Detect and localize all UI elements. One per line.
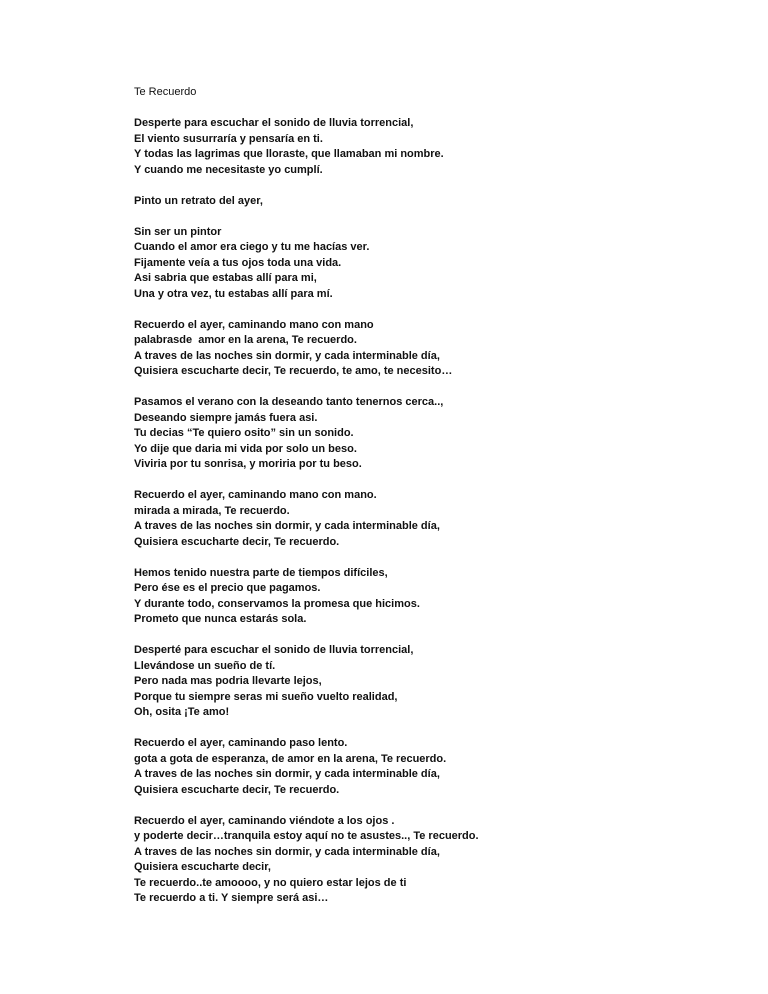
poem-stanza [134, 225, 734, 303]
poem-line: Tu decias “Te quiero osito” sin un sonido. [134, 427, 354, 439]
poem-stanza [134, 814, 734, 907]
poem-line: Recuerdo el ayer, caminando viéndote a los ojos . [134, 814, 395, 827]
poem-stanza [134, 395, 734, 473]
poem-line: Asi sabria que estabas allí para mi, [134, 272, 317, 284]
poem-stanzas [134, 116, 734, 907]
poem-line: Desperte para escuchar el sonido de lluvia torrencial, [134, 117, 414, 129]
poem-line: A traves de las noches sin dormir, y cada interminable día, [134, 349, 440, 362]
poem-line: Quisiera escucharte decir, [134, 861, 271, 873]
poem-line: Porque tu siempre seras mi sueño vuelto realidad, [134, 690, 398, 703]
poem-line: Recuerdo el ayer, caminando mano con mano. [134, 489, 377, 501]
poem-line: Pinto un retrato del ayer, [134, 194, 263, 207]
poem-stanza [134, 566, 734, 628]
poem-line: Yo dije que daria mi vida por solo un beso. [134, 442, 357, 455]
poem-body [134, 85, 734, 922]
poem-line: Una y otra vez, tu estabas allí para mí. [134, 287, 333, 300]
poem-title: Te Recuerdo [134, 86, 197, 98]
poem-line: Oh, osita ¡Te amo! [134, 706, 230, 718]
poem-line: El viento susurraría y pensaría en ti. [134, 132, 323, 145]
poem-line: mirada a mirada, Te recuerdo. [134, 504, 290, 517]
poem-line: Quisiera escucharte decir, Te recuerdo. [134, 783, 340, 796]
poem-line: A traves de las noches sin dormir, y cada interminable día, [134, 520, 440, 532]
poem-line: Pero nada mas podria llevarte lejos, [134, 675, 322, 687]
poem-line: A traves de las noches sin dormir, y cada interminable día, [134, 845, 440, 858]
poem-line: Quisiera escucharte decir, Te recuerdo. [134, 535, 340, 548]
poem-stanza [134, 488, 734, 550]
poem-stanza [134, 116, 734, 178]
poem-line: Pasamos el verano con la deseando tanto tenernos cerca.., [134, 396, 444, 408]
poem-line: Cuando el amor era ciego y tu me hacías ver. [134, 241, 370, 253]
poem-line: Deseando siempre jamás fuera asi. [134, 411, 318, 424]
poem-stanza [134, 643, 734, 721]
poem-line: Recuerdo el ayer, caminando mano con mano [134, 318, 374, 331]
poem-line: y poderte decir…tranquila estoy aquí no te asustes.., Te recuerdo. [134, 830, 479, 842]
poem-line: Y durante todo, conservamos la promesa que hicimos. [134, 597, 420, 610]
poem-line: palabrasde amor en la arena, Te recuerdo. [134, 334, 357, 346]
poem-line: A traves de las noches sin dormir, y cada interminable día, [134, 768, 440, 780]
poem-line: Prometo que nunca estarás sola. [134, 613, 307, 625]
poem-line: gota a gota de esperanza, de amor en la arena, Te recuerdo. [134, 752, 447, 765]
poem-stanza [134, 318, 734, 380]
poem-line: Te recuerdo..te amoooo, y no quiero estar lejos de ti [134, 876, 407, 889]
poem-line: Recuerdo el ayer, caminando paso lento. [134, 737, 348, 749]
poem-line: Pero ése es el precio que pagamos. [134, 582, 321, 594]
poem-line: Quisiera escucharte decir, Te recuerdo, te amo, te necesito… [134, 365, 453, 377]
poem-stanza [134, 194, 734, 210]
poem-line: Hemos tenido nuestra parte de tiempos difíciles, [134, 566, 388, 579]
poem-line: Y cuando me necesitaste yo cumplí. [134, 163, 323, 176]
poem-line: Sin ser un pintor [134, 225, 222, 238]
poem-stanza [134, 736, 734, 798]
poem-line: Viviria por tu sonrisa, y moriria por tu beso. [134, 458, 362, 470]
poem-line: Llevándose un sueño de tí. [134, 659, 276, 672]
poem-line: Fijamente veía a tus ojos toda una vida. [134, 256, 342, 269]
poem-line: Desperté para escuchar el sonido de lluvia torrencial, [134, 644, 414, 656]
poem-line: Y todas las lagrimas que lloraste, que llamaban mi nombre. [134, 148, 444, 160]
poem-line: Te recuerdo a ti. Y siempre será asi… [134, 892, 329, 904]
